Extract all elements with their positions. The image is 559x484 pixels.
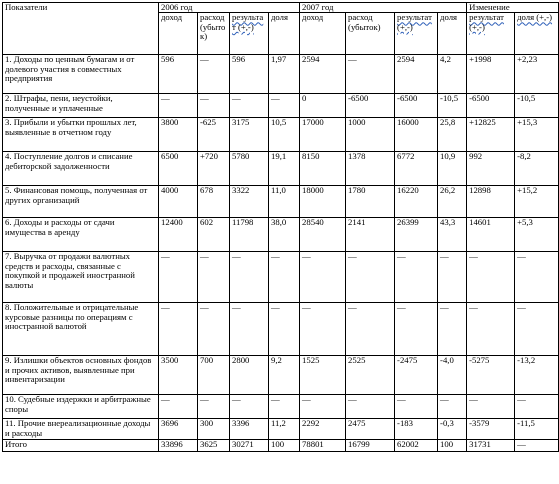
subheader-cell: расход (убыток) — [198, 13, 230, 55]
table-cell: +5,3 — [515, 218, 559, 252]
subheader-cell: доля — [438, 13, 467, 55]
row-label: 5. Финансовая помощь, полученная от других организаций — [3, 186, 159, 218]
table-cell: 1525 — [300, 356, 346, 395]
table-cell: 1780 — [346, 186, 395, 218]
table-row — [3, 252, 559, 303]
table-cell: 17000 — [300, 118, 346, 152]
table-cell: 2141 — [346, 218, 395, 252]
subheader-cell: расход (убыток) — [346, 13, 395, 55]
table-cell: — — [198, 94, 230, 118]
financial-results-table — [2, 2, 559, 452]
table-cell: 25,8 — [438, 118, 467, 152]
table-cell: — — [467, 303, 515, 356]
table-cell: — — [346, 55, 395, 94]
table-cell: — — [300, 252, 346, 303]
row-label: 3. Прибыли и убытки прошлых лет, выявленные в отчетном году — [3, 118, 159, 152]
table-cell: — — [230, 303, 269, 356]
table-cell: — — [300, 395, 346, 419]
table-cell: — — [269, 252, 300, 303]
table-cell: 3322 — [230, 186, 269, 218]
table-cell: 2292 — [300, 419, 346, 440]
table-cell: — — [300, 303, 346, 356]
table-cell: 3396 — [230, 419, 269, 440]
table-cell: 992 — [467, 152, 515, 186]
table-cell: — — [395, 252, 438, 303]
table-cell: 2525 — [346, 356, 395, 395]
table-cell: -6500 — [467, 94, 515, 118]
table-cell: 16220 — [395, 186, 438, 218]
row-label: 6. Доходы и расходы от сдачи имущества в аренду — [3, 218, 159, 252]
table-cell: -8,2 — [515, 152, 559, 186]
table-cell: — — [438, 303, 467, 356]
table-row — [3, 303, 559, 356]
table-body — [3, 55, 559, 452]
subheader-cell: доход — [159, 13, 198, 55]
table-cell: 3500 — [159, 356, 198, 395]
table-cell: 16000 — [395, 118, 438, 152]
row-label: 2. Штрафы, пени, неустойки, полученные и уплаченные — [3, 94, 159, 118]
table-cell: — — [467, 252, 515, 303]
table-cell: 596 — [159, 55, 198, 94]
table-cell: 3175 — [230, 118, 269, 152]
table-row — [3, 419, 559, 440]
table-cell: — — [515, 252, 559, 303]
subheader-cell: доля (+,-) — [515, 13, 559, 55]
table-cell: 78801 — [300, 440, 346, 452]
table-cell: -10,5 — [515, 94, 559, 118]
table-cell: 100 — [269, 440, 300, 452]
table-row — [3, 218, 559, 252]
table-cell: — — [346, 252, 395, 303]
table-cell: 12898 — [467, 186, 515, 218]
table-cell: — — [346, 303, 395, 356]
table-cell: +1998 — [467, 55, 515, 94]
table-cell: — — [198, 55, 230, 94]
table-cell: 1000 — [346, 118, 395, 152]
table-cell: — — [269, 395, 300, 419]
table-cell: 3625 — [198, 440, 230, 452]
table-cell: — — [438, 252, 467, 303]
table-cell: -6500 — [346, 94, 395, 118]
table-cell: 12400 — [159, 218, 198, 252]
table-row — [3, 118, 559, 152]
table-cell: — — [269, 94, 300, 118]
table-cell: 28540 — [300, 218, 346, 252]
table-cell: 38,0 — [269, 218, 300, 252]
subheader-cell: доля — [269, 13, 300, 55]
table-cell: -2475 — [395, 356, 438, 395]
table-cell: +15,3 — [515, 118, 559, 152]
table-cell: +15,2 — [515, 186, 559, 218]
subheader-cell: результат (+,-) — [230, 13, 269, 55]
table-cell: — — [395, 395, 438, 419]
table-cell: — — [159, 303, 198, 356]
table-cell: 4000 — [159, 186, 198, 218]
table-cell: 2475 — [346, 419, 395, 440]
row-label: Итого — [3, 440, 159, 452]
row-label: 10. Судебные издержки и арбитражные споры — [3, 395, 159, 419]
table-cell: 300 — [198, 419, 230, 440]
header-year-2006: 2006 год — [159, 3, 300, 13]
table-cell: -10,5 — [438, 94, 467, 118]
table-cell: — — [159, 94, 198, 118]
table-cell: 700 — [198, 356, 230, 395]
row-label: 1. Доходы по ценным бумагам и от долевого участия в совместных предприятия — [3, 55, 159, 94]
table-cell: 6772 — [395, 152, 438, 186]
table-cell: 100 — [438, 440, 467, 452]
table-cell: 678 — [198, 186, 230, 218]
table-row — [3, 395, 559, 419]
table-cell: — — [515, 303, 559, 356]
header-row-years — [3, 3, 559, 13]
table-cell: 33896 — [159, 440, 198, 452]
table-cell: — — [198, 303, 230, 356]
table-cell: -183 — [395, 419, 438, 440]
table-cell: 2800 — [230, 356, 269, 395]
header-indicator: Показатели — [3, 3, 159, 55]
table-cell: 4,2 — [438, 55, 467, 94]
row-label: 7. Выручка от продажи валютных средств и расходы, связанные с покупкой и продажей иностранной валюты — [3, 252, 159, 303]
table-cell: 6500 — [159, 152, 198, 186]
subheader-cell: результат (+,-) — [395, 13, 438, 55]
table-cell: 26399 — [395, 218, 438, 252]
table-cell: 11,0 — [269, 186, 300, 218]
table-cell: — — [159, 395, 198, 419]
table-row — [3, 94, 559, 118]
row-label: 8. Положительные и отрицательные курсовые разницы по операциям с иностранной валютой — [3, 303, 159, 356]
table-cell: 26,2 — [438, 186, 467, 218]
table-cell: — — [515, 395, 559, 419]
table-cell: 596 — [230, 55, 269, 94]
header-change: Изменение — [467, 3, 559, 13]
table-row — [3, 356, 559, 395]
table-cell: +720 — [198, 152, 230, 186]
table-cell: 1378 — [346, 152, 395, 186]
subheader-cell: доход — [300, 13, 346, 55]
table-cell: 8150 — [300, 152, 346, 186]
table-cell: — — [395, 303, 438, 356]
table-cell: 5780 — [230, 152, 269, 186]
table-cell: 10,5 — [269, 118, 300, 152]
table-cell: 2594 — [395, 55, 438, 94]
table-cell: -11,5 — [515, 419, 559, 440]
table-cell: 31731 — [467, 440, 515, 452]
table-cell: 62002 — [395, 440, 438, 452]
table-cell: 18000 — [300, 186, 346, 218]
row-label: 11. Прочие внереализационные доходы и расходы — [3, 419, 159, 440]
table-cell: -13,2 — [515, 356, 559, 395]
table-cell: +12825 — [467, 118, 515, 152]
table-cell: 3800 — [159, 118, 198, 152]
table-cell: — — [230, 252, 269, 303]
row-label: 4. Поступление долгов и списание дебиторской задолженности — [3, 152, 159, 186]
table-cell: -3579 — [467, 419, 515, 440]
table-cell: 11,2 — [269, 419, 300, 440]
table-cell: 2594 — [300, 55, 346, 94]
table-cell: — — [159, 252, 198, 303]
table-cell: — — [269, 303, 300, 356]
table-cell: 14601 — [467, 218, 515, 252]
table-cell: 43,3 — [438, 218, 467, 252]
table-cell: -0,3 — [438, 419, 467, 440]
table-cell: 3696 — [159, 419, 198, 440]
table-cell: 19,1 — [269, 152, 300, 186]
table-cell: — — [198, 395, 230, 419]
table-cell: — — [515, 440, 559, 452]
table-cell: — — [438, 395, 467, 419]
table-cell: 9,2 — [269, 356, 300, 395]
table-cell: 30271 — [230, 440, 269, 452]
table-row — [3, 186, 559, 218]
table-cell: 602 — [198, 218, 230, 252]
table-row — [3, 55, 559, 94]
table-cell: 16799 — [346, 440, 395, 452]
row-label: 9. Излишки объектов основных фондов и прочих активов, выявленные при инвентаризации — [3, 356, 159, 395]
table-cell: -6500 — [395, 94, 438, 118]
table-row — [3, 152, 559, 186]
table-cell: -625 — [198, 118, 230, 152]
table-cell: — — [230, 94, 269, 118]
header-year-2007: 2007 год — [300, 3, 467, 13]
table-cell: — — [230, 395, 269, 419]
table-row — [3, 440, 559, 452]
table-cell: +2,23 — [515, 55, 559, 94]
table-cell: -5275 — [467, 356, 515, 395]
table-cell: 1,97 — [269, 55, 300, 94]
table-cell: -4,0 — [438, 356, 467, 395]
subheader-cell: результат (+,-) — [467, 13, 515, 55]
table-cell: 0 — [300, 94, 346, 118]
table-cell: — — [198, 252, 230, 303]
table-cell: — — [346, 395, 395, 419]
table-cell: — — [467, 395, 515, 419]
table-cell: 11798 — [230, 218, 269, 252]
table-cell: 10,9 — [438, 152, 467, 186]
